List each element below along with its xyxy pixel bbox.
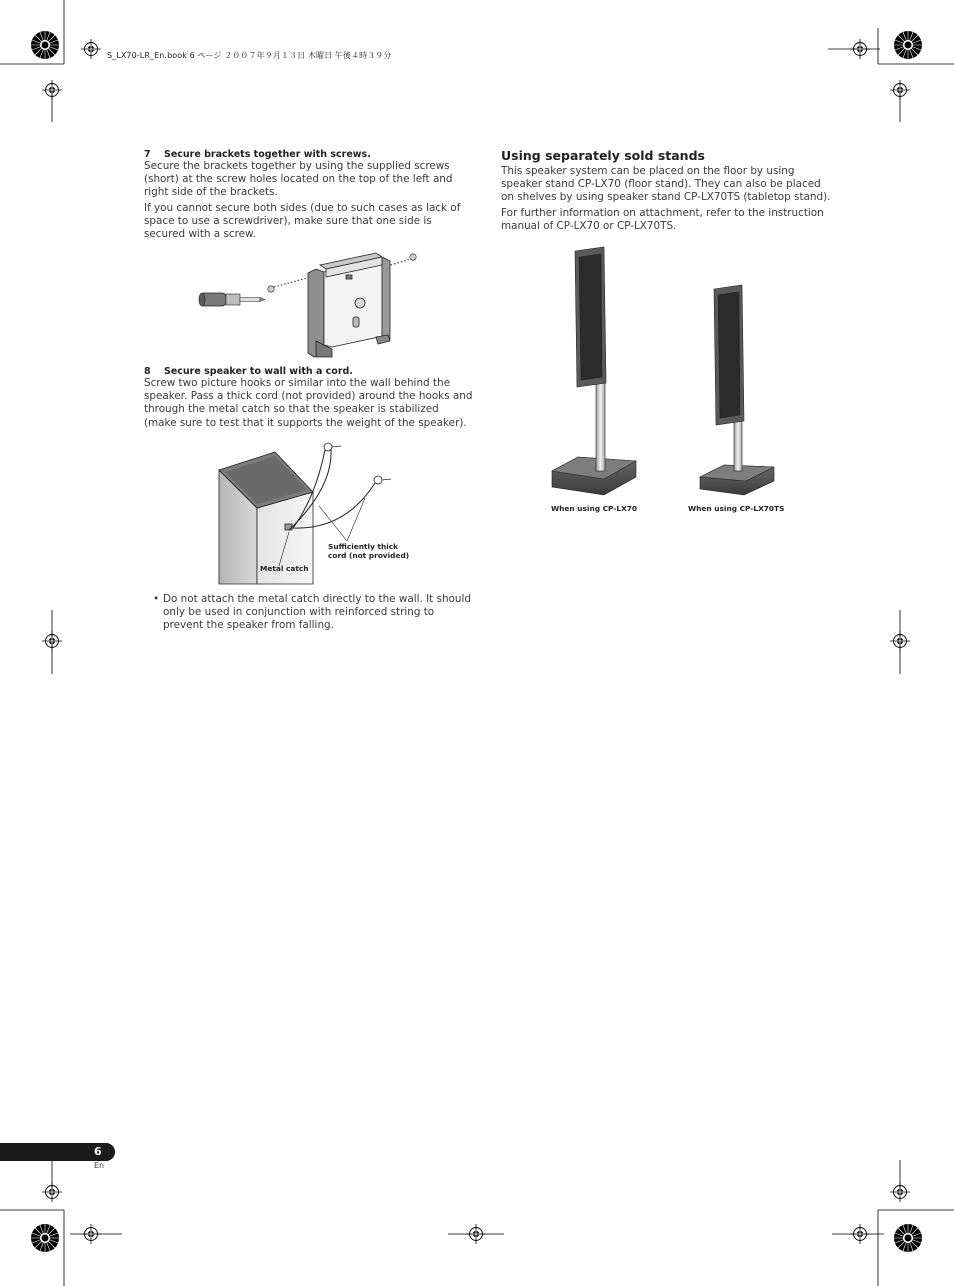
stands-paragraph-1: This speaker system can be placed on the floor by using speaker stand CP-LX70 (floor stand). They can also be placed on shelves by using speaker stand CP-LX70TS (tabletop stand).: [501, 165, 831, 204]
tabletop-stand-caption: When using CP-LX70TS: [688, 504, 785, 513]
bracket-image: [308, 253, 390, 357]
stands-heading: Using separately sold stands: [501, 148, 705, 163]
step-7-title-text: Secure brackets together with screws.: [164, 149, 371, 160]
speaker-cord-illustration: [215, 438, 415, 586]
step-7: [144, 149, 474, 243]
bullet-point: •: [153, 593, 160, 605]
step-7-title: [144, 149, 474, 160]
bracket-screw-illustration: [198, 245, 423, 360]
screwdriver-image: [199, 286, 274, 306]
language-code: En: [94, 1161, 105, 1170]
step-8-body: [144, 377, 474, 430]
tabletop-stand-image: [700, 285, 774, 495]
stands-paragraph-2: For further information on attachment, refer to the instruction manual of CP-LX70 or CP-LX70TS.: [501, 206, 824, 232]
floor-stand-caption: When using CP-LX70: [551, 504, 638, 513]
cord-label-line-2: cord (not provided): [328, 550, 410, 560]
stands-body: [501, 165, 831, 233]
step-8-number: 8: [144, 366, 151, 377]
step-7-body: [144, 160, 474, 241]
floor-stand-image: [552, 247, 636, 495]
cord-label-line-1: Sufficiently thick: [328, 542, 399, 551]
metal-catch-label: Metal catch: [260, 564, 309, 573]
warning-note: [144, 593, 474, 633]
stands-section: [501, 148, 831, 235]
stands-illustration: [548, 245, 778, 497]
cord-label: [328, 543, 409, 560]
step-7-paragraph-1: Secure the brackets together by using the supplied screws (short) at the screw holes located on the top of the left and right side of the brackets.: [144, 160, 453, 199]
step-7-paragraph-2: If you cannot secure both sides (due to such cases as lack of space to use a screwdriver), make sure that one side is secured with a screw.: [144, 201, 461, 241]
warning-note-text: Do not attach the metal catch directly to the wall. It should only be used in conjunction with reinforced string to prevent the speaker from falling.: [163, 593, 471, 632]
step-8-title: [144, 366, 474, 377]
step-7-number: 7: [144, 149, 151, 160]
step-8-paragraph: Screw two picture hooks or similar into the wall behind the speaker. Pass a thick cord (not provided) around the hooks and through the metal catch so that the speaker is stabilized (make sure to test that it supports the weight of the speaker).: [144, 377, 473, 429]
step-8-title-text: Secure speaker to wall with a cord.: [164, 366, 353, 377]
page-number: 6: [94, 1145, 102, 1158]
picture-hook-icon: [324, 443, 391, 484]
step-8: [144, 366, 474, 432]
file-info-header: S_LX70-LR_En.book 6 ページ ２００７年９月１３日 木曜日 午後４時３９分: [107, 51, 392, 60]
